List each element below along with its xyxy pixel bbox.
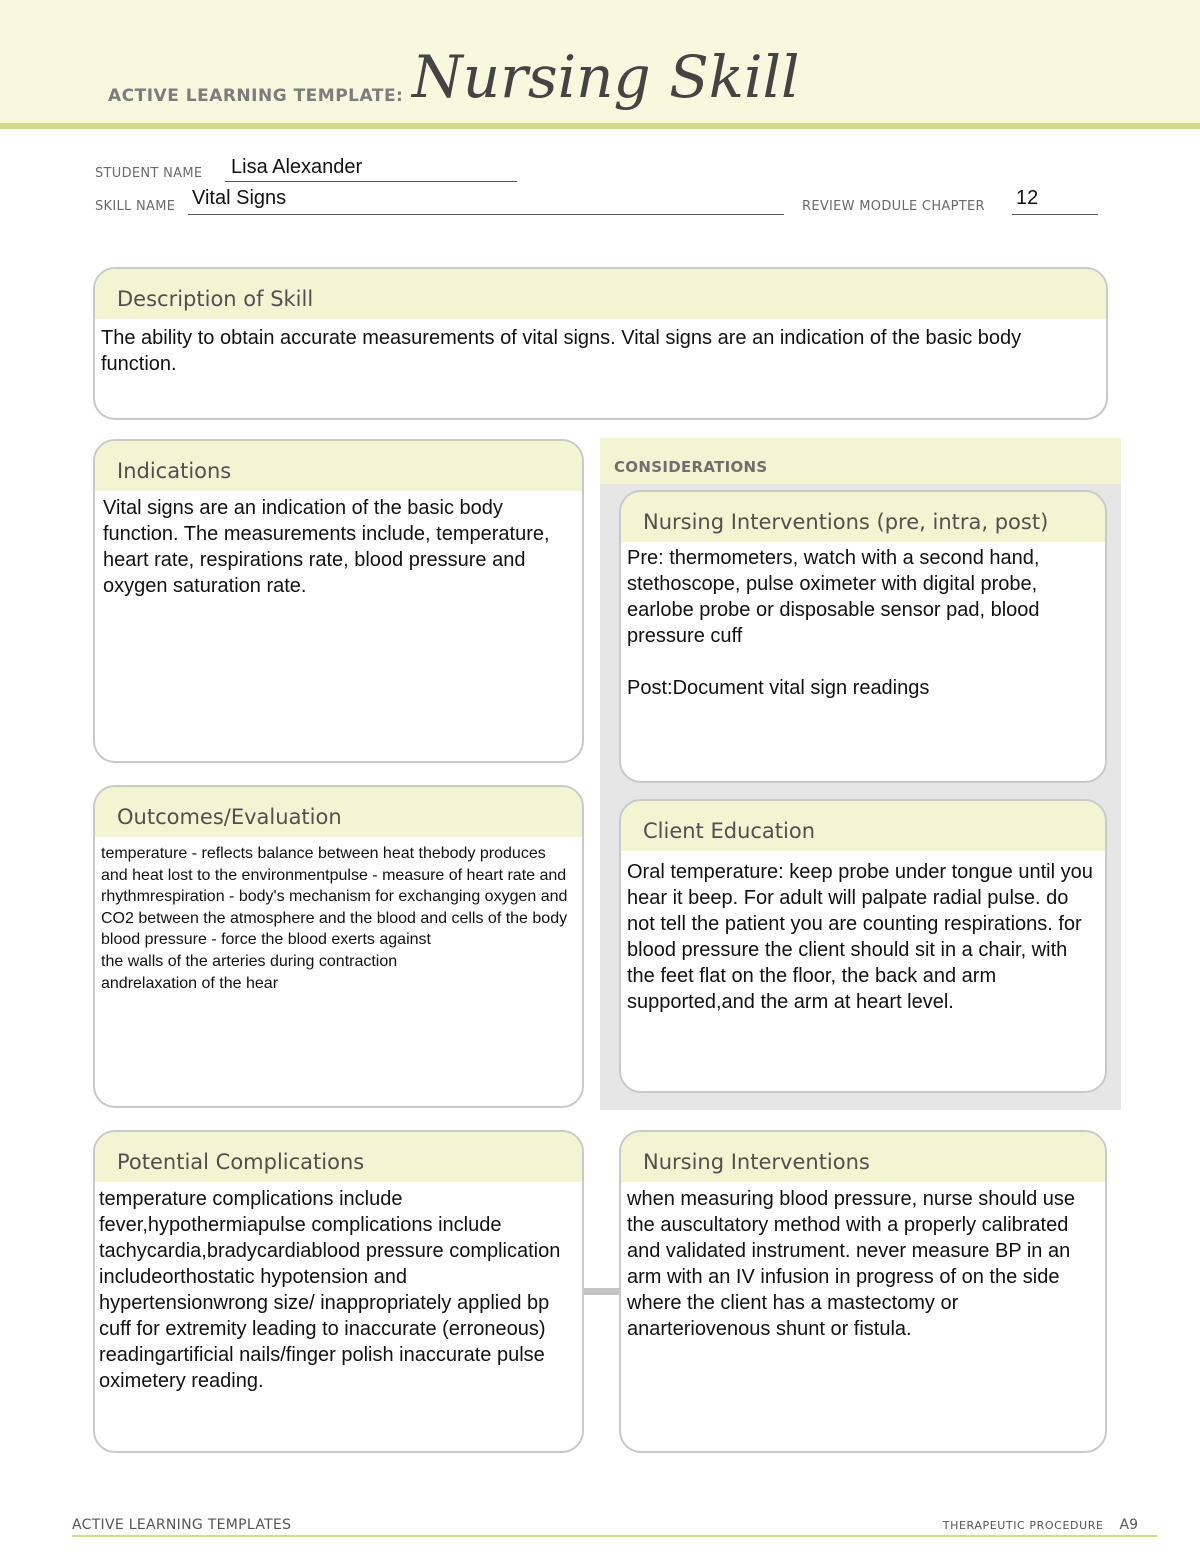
client-education-text[interactable]: Oral temperature: keep probe under tongue until you hear it beep. For adult will palpate radial pulse. do not tell the patient you are counting respirations. for blood pressure the client should sit in a chair, with the feet flat on the floor, the back and arm supported,and the arm at heart level.	[627, 861, 1093, 1013]
outcomes-card	[93, 785, 584, 1108]
considerations-title: CONSIDERATIONS	[614, 458, 768, 476]
client-education-title: Client Education	[621, 801, 1105, 851]
card-connector	[583, 1288, 620, 1295]
indications-text[interactable]: Vital signs are an indication of the basic body function. The measurements include, temperature, heart rate, respirations rate, blood pressure and oxygen saturation rate.	[103, 497, 550, 597]
description-title: Description of Skill	[95, 269, 1106, 319]
complications-title: Potential Complications	[95, 1132, 582, 1182]
nursing-interventions-ppp-text[interactable]: Pre: thermometers, watch with a second hand, stethoscope, pulse oximeter with digital probe, earlobe probe or disposable sensor pad, blood pressure cuff Post:Document vital sign readings	[627, 547, 1040, 699]
nursing-interventions-title: Nursing Interventions	[621, 1132, 1105, 1182]
nursing-interventions-ppp-title: Nursing Interventions (pre, intra, post)	[621, 492, 1105, 542]
outcomes-title: Outcomes/Evaluation	[95, 787, 582, 837]
indications-card	[93, 439, 584, 763]
review-chapter-value[interactable]: 12	[1016, 187, 1039, 209]
student-name-label: STUDENT NAME	[95, 166, 203, 181]
nursing-interventions-card	[619, 1130, 1107, 1453]
skill-name-label: SKILL NAME	[95, 199, 176, 214]
student-name-line	[225, 181, 517, 182]
nursing-interventions-ppp-card	[619, 490, 1107, 783]
template-label: ACTIVE LEARNING TEMPLATE:	[108, 86, 404, 106]
footer-right	[943, 1517, 1138, 1533]
footer-page-number: A9	[1119, 1517, 1138, 1533]
skill-name-line	[188, 214, 784, 215]
description-card	[93, 267, 1108, 420]
outcomes-text[interactable]: temperature - reflects balance between heat thebody produces and heat lost to the environmentpulse - measure of heart rate and rhythmrespiration - body's mechanism for exchanging oxygen and CO2 between the atmosphere and the blood and cells of the body blood pressure - force the blood exerts against the walls of the arteries during contraction andrelaxation of the hear	[101, 845, 568, 992]
client-education-card	[619, 799, 1107, 1093]
template-title: Nursing Skill	[412, 43, 800, 111]
footer-left: ACTIVE LEARNING TEMPLATES	[72, 1517, 292, 1533]
skill-name-value[interactable]: Vital Signs	[192, 187, 287, 209]
nursing-interventions-text[interactable]: when measuring blood pressure, nurse should use the auscultatory method with a properly calibrated and validated instrument. never measure BP in an arm with an IV infusion in progress of on the side where the client has a mastectomy or anarteriovenous shunt or fistula.	[627, 1188, 1076, 1340]
student-name-value[interactable]: Lisa Alexander	[231, 156, 363, 178]
review-chapter-label: REVIEW MODULE CHAPTER	[802, 199, 985, 214]
review-chapter-line	[1012, 214, 1098, 215]
complications-card	[93, 1130, 584, 1453]
description-text[interactable]: The ability to obtain accurate measurements of vital signs. Vital signs are an indication of the basic body function.	[101, 327, 1022, 375]
complications-text[interactable]: temperature complications include fever,hypothermiapulse complications include tachycardia,bradycardiablood pressure complication includeorthostatic hypotension and hypertensionwrong size/ inappropriately applied bp cuff for extremity leading to inaccurate (erroneous) readingartificial nails/finger polish inaccurate pulse oximetery reading.	[99, 1188, 561, 1392]
indications-title: Indications	[95, 441, 582, 491]
footer-line	[72, 1535, 1157, 1537]
footer-procedure: THERAPEUTIC PROCEDURE	[942, 1519, 1104, 1532]
